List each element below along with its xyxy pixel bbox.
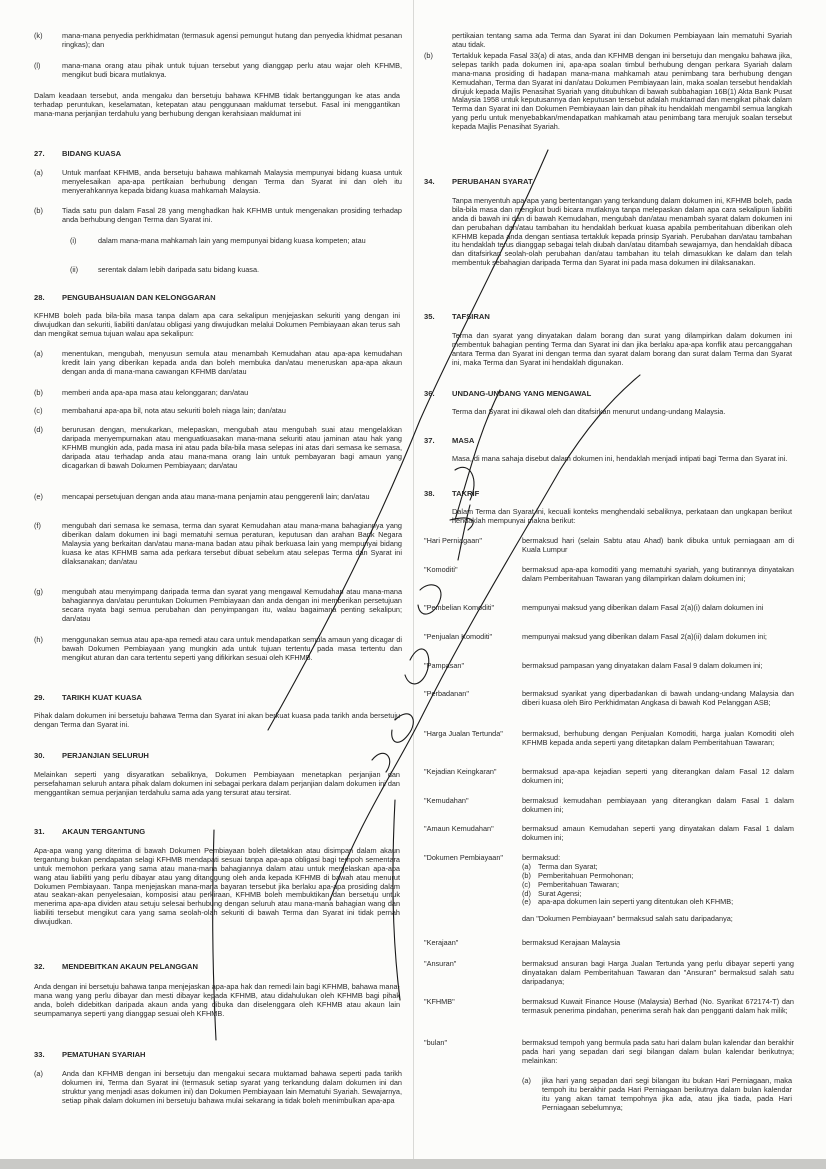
item-text: Tertakluk kepada Fasal 33(a) di atas, anda dan KFHMB dengan ini bersetuju dan mengaku bahawa jika, selepas tarikh pada dokumen ini, apa-apa soalan timbul berhubung dengan perkara Syariah dalam mana-mana prosiding di hadapan mana-mana mahkamah atau penimbang tara berhubung dengan Kemudahan, Terma dan Syarat ini dan/atau Dokumen Pembiayaan lain, maka soalan tersebut hendaklah dirujuk kepada Majlis Penasihat Syariah yang ditubuhkan di bawah subbahagian 16B(1) Akta Bank Pusat Malaysia 1958 untuk keputusannya dan keputusan tersebut adalah muktamad dan mengikat pihak dalam Terma dan Syarat ini dan Dokumen Pembiayaan lain dan pihak itu hendaklah mengambil semua langkah yang perlu untuk menyebabkan/mendapatkan mahkamah atau penimbang tara merujuk soalan tersebut kepada Majlis Penasihat Syariah. bbox=[452, 51, 792, 132]
item-text: menentukan, mengubah, menyusun semula atau menambah Kemudahan atau apa-apa kemudahan kredit lain yang diberikan kepada anda dan boleh membuka dan/atau meneruskan apa-apa akaun dengan anda di mana-mana cawangan KFHMB dan/atau bbox=[62, 349, 402, 376]
paragraph: Apa-apa wang yang diterima di bawah Dokumen Pembiayaan boleh diletakkan atau disimpan dalam akaun tergantung bukan pendapatan selagi KFHMB mendapati sesuai tanpa apa-apa obligasi bagi tempoh sementara untuk memohon perkara yang sama atau mana-mana bahagiannya dalam atau untuk menjelaskan apa-apa wang atau liabiliti yang perlu dibayar atau yang ditanggung oleh anda kepada KFHMB di bawah atau menurut Dokumen Pembiayaan. Tanpa menjejaskan mana-mana bayaran tersebut jika berlaku apa-apa prosiding dalam atau seakan-akan penyelesaian, komposisi atau perkiraan, KFHMB boleh membuktikan dan bersetuju untuk menerima apa-apa dividen atau setuju selesai berhubung dengan seluruh atau mana-mana bahagian wang dan liabiliti tersebut mengikut cara yang sama seolah-olah sekuriti di bawah Terma dan Syarat ini tidak pernah diwujudkan. bbox=[34, 846, 400, 927]
item-text: membaharui apa-apa bil, nota atau sekuriti boleh niaga lain; dan/atau bbox=[62, 406, 286, 415]
item-text: mengubah atau menyimpang daripada terma dan syarat yang mengawal Kemudahan atau mana-mana bahagiannya dan/atau peruntukan Dokumen Pembiayaan dan anda dengan ini memberikan persetujuan secara nyata bagi semua perubahan dan penyimpangan itu, walau bagaimana penting sekalipun; dan/atau bbox=[62, 587, 402, 623]
item-label: (ii) bbox=[70, 265, 79, 274]
page-fold-line bbox=[413, 0, 414, 1169]
paragraph: KFHMB boleh pada bila-bila masa tanpa dalam apa cara sekalipun menjejaskan sekuriti yang dengan ini diwujudkan dan sekuriti, liabiliti dan/atau obligasi yang diwujudkan melalui Dokumen Pembiayaan akan terus sah dan mengikat semua tujuan walau apa sekalipun: bbox=[34, 311, 400, 338]
item-label: (d) bbox=[34, 425, 43, 434]
item-text: dalam mana-mana mahkamah lain yang mempunyai bidang kuasa kompeten; atau bbox=[98, 236, 366, 245]
item-text: Anda dan KFHMB dengan ini bersetuju dan mengakui secara muktamad bahawa seperti pada tarikh dokumen ini, Terma dan Syarat ini (termasuk setiap syarat yang terkandung dalam dokumen ini dan struktur yang menjadi asas dokumen ini) dan Dokumen Pembiayaan lain Mematuhi Syariah. Sewajarnya, setiap pihak dalam dokumen ini bersetuju bahawa mulai sekarang ia tidak boleh menimbulkan apa-apa bbox=[62, 1069, 402, 1105]
paragraph: Dalam Terma dan Syarat ini, kecuali konteks menghendaki sebaliknya, perkataan dan ungkapan berikut hendaklah mempunyai makna berikut: bbox=[452, 507, 792, 525]
section-heading: 31. AKAUN TERGANTUNG bbox=[34, 827, 146, 836]
item-label: (l) bbox=[34, 61, 41, 70]
item-label: (b) bbox=[34, 388, 43, 397]
item-label: (k) bbox=[34, 31, 43, 40]
item-text: berurusan dengan, menukarkan, melepaskan, mengubah atau mengubah suai atau mengelakkan daripada menyempurnakan atau menguatkuasakan mana-mana sekuriti atau jaminan atau hak yang KFHMB mungkin ada, pada masa ini atau pada bila-bila masa selepas ini atas dari semasa ke semasa, daripada atau terhadap anda atau mana-mana orang lain untuk pembayaran bagi amaun yang dicagarkan di bawah Dokumen Pembiayaan; dan/atau bbox=[62, 425, 402, 470]
section-heading: 30. PERJANJIAN SELURUH bbox=[34, 751, 149, 760]
item-label: (a) bbox=[34, 1069, 43, 1078]
item-label: (f) bbox=[34, 521, 41, 530]
item-label: (a) bbox=[34, 349, 43, 358]
section-heading: 34. PERUBAHAN SYARAT bbox=[424, 177, 533, 186]
section-heading: 33. PEMATUHAN SYARIAH bbox=[34, 1050, 146, 1059]
page-bottom-edge bbox=[0, 1159, 826, 1169]
item-label: (b) bbox=[34, 206, 43, 215]
item-text: memberi anda apa-apa masa atau kelonggaran; dan/atau bbox=[62, 388, 249, 397]
paragraph: Dalam keadaan tersebut, anda mengaku dan bersetuju bahawa KFHMB tidak bertanggungan ke atas anda terhadap peruntukan, keselamatan, ketepatan atau penggunaan maklumat tersebut. Fasal ini menggantikan mana-mana perjanjian terdahulu yang berhubung dengan kerahsiaan maklumat ini bbox=[34, 91, 400, 118]
paragraph: Melainkan seperti yang disyaratkan sebaliknya, Dokumen Pembiayaan menetapkan perjanjian dan persefahaman seluruh antara pihak dalam dokumen ini sebagai perkara dalam perjanjian dalam dokumen ini dan menggantikan semua perjanjian terdahulu sama ada yang tersurat atau tersirat. bbox=[34, 770, 400, 797]
section-heading: 36. UNDANG-UNDANG YANG MENGAWAL bbox=[424, 389, 592, 398]
item-label: (c) bbox=[34, 406, 43, 415]
section-heading: 29. TARIKH KUAT KUASA bbox=[34, 693, 142, 702]
paragraph: Tanpa menyentuh apa-apa yang bertentangan yang terkandung dalam dokumen ini, KFHMB boleh, pada bila-bila masa dan mengikut budi bicara mutlaknya tanpa melepaskan dalam apa cara sekalipun liabiliti anda di bawah ini dan di bawah Kemudahan, mengubah dan/atau menambah syarat dalam dokumen ini dan perubahan dan/atau tambahan itu hendaklah berkuat kuasa apabila pemberitahuan diberikan oleh KFHMB kepada anda dengan sentiasa tertakluk kepada prinsip Syariah. Perubahan dan/atau tambahan itu hendaklah terus dianggap sebagai telah diubah dan/atau ditambah sewajarnya, dan hendaklah dibaca dan ditafsirkan seolah-olah perubahan dan/atau tambahan itu telah dimasukkan ke dalam dan telah membentuk sebahagian daripada Terma dan Syarat ini pada masa dokumen ini dilaksanakan. bbox=[452, 196, 792, 268]
paragraph: Masa, di mana sahaja disebut dalam dokumen ini, hendaklah menjadi intipati bagi Terma dan Syarat ini. bbox=[452, 454, 788, 463]
item-text: pertikaian tentang sama ada Terma dan Syarat ini dan Dokumen Pembiayaan lain mematuhi Syariah atau tidak. bbox=[452, 31, 792, 49]
paragraph: Terma dan Syarat ini dikawal oleh dan ditafsirkan menurut undang-undang Malaysia. bbox=[452, 407, 726, 416]
item-text: mana-mana orang atau pihak untuk tujuan tersebut yang dianggap perlu atau wajar oleh KFHMB, mengikut budi bicara mutlaknya. bbox=[62, 61, 402, 79]
item-text: mengubah dari semasa ke semasa, terma dan syarat Kemudahan atau mana-mana bahagiannya yang diberikan dalam dokumen ini bagi mematuhi semua peraturan, keputusan dan arahan Bank Negara Malaysia yang berkaitan dan/atau mana-mana badan atau pihak berkuasa lain yang mempunyai bidang kuasa ke atas KFHMB sama ada perkara tersebut dibuat sebelum atau selepas Terma dan Syarat ini dilaksanakan; dan/atau bbox=[62, 521, 402, 566]
dokumen-list: bermaksud: (a) Terma dan Syarat; (b) Pemberitahuan Permohonan; (c) Pemberitahuan Tawaran; (d) Surat Agensi; (e) apa-apa dokumen lain seperti yang ditentukan oleh KFHMB; dan "Dokumen Pembiayaan" bermaksud salah satu daripadanya; bbox=[522, 853, 734, 924]
item-label: (a) bbox=[522, 1076, 531, 1085]
item-text: serentak dalam lebih daripada satu bidang kuasa. bbox=[98, 265, 260, 274]
paragraph: Terma dan syarat yang dinyatakan dalam borang dan surat yang dilampirkan dalam dokumen ini membentuk bahagian penting Terma dan Syarat ini dan jika berlaku apa-apa konflik atau percanggahan antara Terma dan Syarat ini dengan terma dan syarat dalam borang dan surat dalam Terma dan Syarat ini, maka Terma dan Syarat ini hendaklah digunakan. bbox=[452, 331, 792, 367]
section-heading: 35. TAFSIRAN bbox=[424, 312, 490, 321]
item-text: Tiada satu pun dalam Fasal 28 yang menghadkan hak KFHMB untuk mengenakan prosiding terhadap anda berhubung dengan Terma dan Syarat ini. bbox=[62, 206, 402, 224]
paragraph: Anda dengan ini bersetuju bahawa tanpa menjejaskan apa-apa hak dan remedi lain bagi KFHMB, bahawa mana-mana wang yang perlu dibayar dan mesti dibayar kepada KFHMB, atau didahulukan oleh KFHMB bagi pihak anda, boleh didebitkan daripada akaun anda yang dibuka dan diselenggara oleh KFHMB atau akaun lain seumpamanya seperti yang dianggap sesuai oleh KFHMB. bbox=[34, 982, 400, 1018]
paragraph: Pihak dalam dokumen ini bersetuju bahawa Terma dan Syarat ini akan berkuat kuasa pada tarikh anda bersetuju dengan Terma dan Syarat ini. bbox=[34, 711, 400, 729]
item-label: (a) bbox=[34, 168, 43, 177]
item-text: mencapai persetujuan dengan anda atau mana-mana penjamin atau penggerenli lain; dan/atau bbox=[62, 492, 370, 501]
item-label: (i) bbox=[70, 236, 77, 245]
section-heading: 38. TAKRIF bbox=[424, 489, 480, 498]
item-label: (g) bbox=[34, 587, 43, 596]
section-heading: 37. MASA bbox=[424, 436, 475, 445]
section-heading: 28. PENGUBAHSUAIAN DAN KELONGGARAN bbox=[34, 293, 216, 302]
item-label: (e) bbox=[34, 492, 43, 501]
section-heading: 27. BIDANG KUASA bbox=[34, 149, 122, 158]
item-text: Untuk manfaat KFHMB, anda bersetuju bahawa mahkamah Malaysia mempunyai bidang kuasa untuk menyelesaikan apa-apa pertikaian berhubung dengan Terma dan Syarat ini dan oleh itu menyerahkannya kepada bidang kuasa mahkamah Malaysia. bbox=[62, 168, 402, 195]
item-text: mana-mana penyedia perkhidmatan (termasuk agensi pemungut hutang dan penyedia khidmat pesanan ringkas); dan bbox=[62, 31, 402, 49]
item-label: (h) bbox=[34, 635, 43, 644]
section-heading: 32. MENDEBITKAN AKAUN PELANGGAN bbox=[34, 962, 198, 971]
item-text: menggunakan semua atau apa-apa remedi atau cara untuk mendapatkan semula amaun yang dicagar di bawah Dokumen Pembiayaan yang mungkin ada untuk tujuan tertentu, pada masa tertentu dan mengikut aturan dan cara tertentu seperti yang difikirkan sesuai oleh KFHMB. bbox=[62, 635, 402, 662]
item-text: jika hari yang sepadan dari segi bilangan itu bukan Hari Perniagaan, maka tempoh itu berakhir pada Hari Perniagaan berikutnya dalam bulan kalendar itu yang akan tamat tempohnya jika ada, atau jika tiada, pada Hari Perniagaan sebelumnya; bbox=[542, 1076, 792, 1112]
item-label: (b) bbox=[424, 51, 433, 60]
